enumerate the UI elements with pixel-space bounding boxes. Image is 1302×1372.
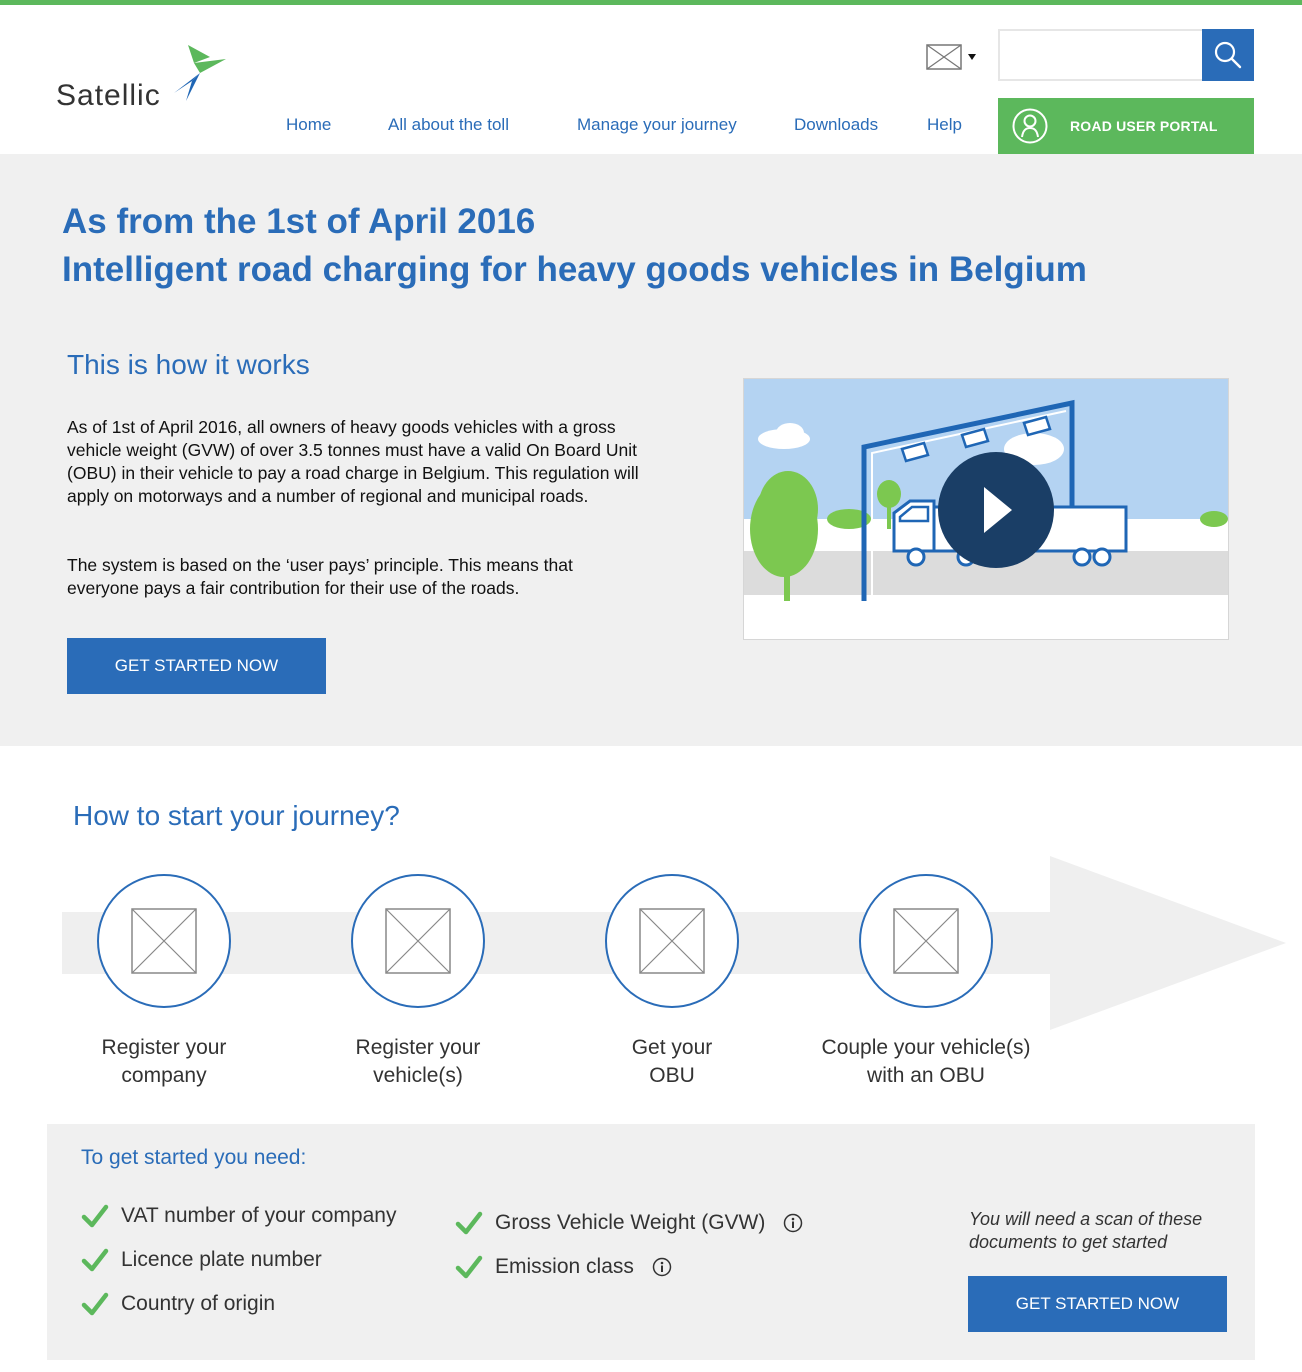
user-icon — [1012, 108, 1048, 144]
user-pays-paragraph: The system is based on the ‘user pays’ principle. This means that everyone pays a fair contribution for their use of the roads. — [67, 555, 573, 598]
get-started-button-requirements[interactable]: GET STARTED NOW — [968, 1276, 1227, 1332]
requirement-licence-plate: Licence plate number — [81, 1246, 322, 1274]
checkmark-icon — [455, 1209, 483, 1237]
step-icon-couple-vehicle — [859, 874, 993, 1008]
nav-help[interactable]: Help — [927, 115, 962, 134]
checkmark-icon — [81, 1246, 109, 1274]
get-started-button-hero[interactable]: GET STARTED NOW — [67, 638, 326, 694]
search-icon — [1213, 40, 1243, 70]
nav-all-about-the-toll[interactable]: All about the toll — [388, 115, 509, 134]
requirement-gvw: Gross Vehicle Weight (GVW) — [455, 1209, 803, 1237]
satellic-logo[interactable] — [56, 43, 236, 115]
search-input[interactable] — [998, 29, 1204, 81]
requirements-panel — [47, 1124, 1255, 1360]
hero-title-line2: Intelligent road charging for heavy goods vehicles in Belgium — [62, 250, 1087, 289]
nav-home[interactable]: Home — [286, 115, 332, 134]
mail-icon — [926, 43, 982, 71]
requirements-title: To get started you need: — [81, 1146, 307, 1169]
step-label-couple-vehicle[interactable]: Couple your vehicle(s) with an OBU — [821, 1036, 1031, 1087]
intro-paragraph: As of 1st of April 2016, all owners of heavy goods vehicles with a gross vehicle weight (GVW) of over 3.5 tonnes must have a valid On Board Unit (OBU) in their vehicle to pay a road charge in Belgium. This regulation will apply on motorways and a number of regional and municipal roads. — [67, 417, 639, 506]
step-label-register-company[interactable]: Register your company — [101, 1036, 227, 1087]
checkmark-icon — [455, 1253, 483, 1281]
image-placeholder-icon — [385, 908, 451, 974]
nav-manage-your-journey[interactable]: Manage your journey — [577, 115, 737, 134]
road-user-portal-button[interactable] — [998, 98, 1254, 154]
portal-label: ROAD USER PORTAL — [1070, 118, 1218, 134]
hero-section — [0, 154, 1302, 746]
step-icon-register-vehicles — [351, 874, 485, 1008]
step-icon-register-company — [97, 874, 231, 1008]
how-it-works-title: This is how it works — [67, 349, 310, 380]
requirement-vat: VAT number of your company — [81, 1202, 396, 1230]
step-icon-get-obu — [605, 874, 739, 1008]
image-placeholder-icon — [639, 908, 705, 974]
video-player[interactable] — [743, 378, 1229, 640]
logo-mark-icon — [170, 43, 228, 103]
image-placeholder-icon — [131, 908, 197, 974]
info-icon[interactable] — [652, 1257, 672, 1277]
scan-note: You will need a scan of these documents to get started — [969, 1209, 1203, 1252]
hero-title-line1: As from the 1st of April 2016 — [62, 202, 536, 241]
requirement-emission-class: Emission class — [455, 1253, 672, 1281]
requirement-country: Country of origin — [81, 1290, 275, 1318]
header — [0, 5, 1302, 154]
info-icon[interactable] — [783, 1213, 803, 1233]
journey-title: How to start your journey? — [73, 800, 400, 831]
image-placeholder-icon — [893, 908, 959, 974]
search-button[interactable] — [1202, 29, 1254, 81]
video-thumbnail — [744, 379, 1229, 640]
nav-downloads[interactable]: Downloads — [794, 115, 879, 134]
step-label-register-vehicles[interactable]: Register your vehicle(s) — [355, 1036, 481, 1087]
checkmark-icon — [81, 1290, 109, 1318]
checkmark-icon — [81, 1202, 109, 1230]
logo-text: Satellic — [56, 79, 161, 112]
mail-dropdown[interactable] — [926, 43, 982, 71]
step-label-get-obu[interactable]: Get your OBU — [631, 1036, 713, 1087]
